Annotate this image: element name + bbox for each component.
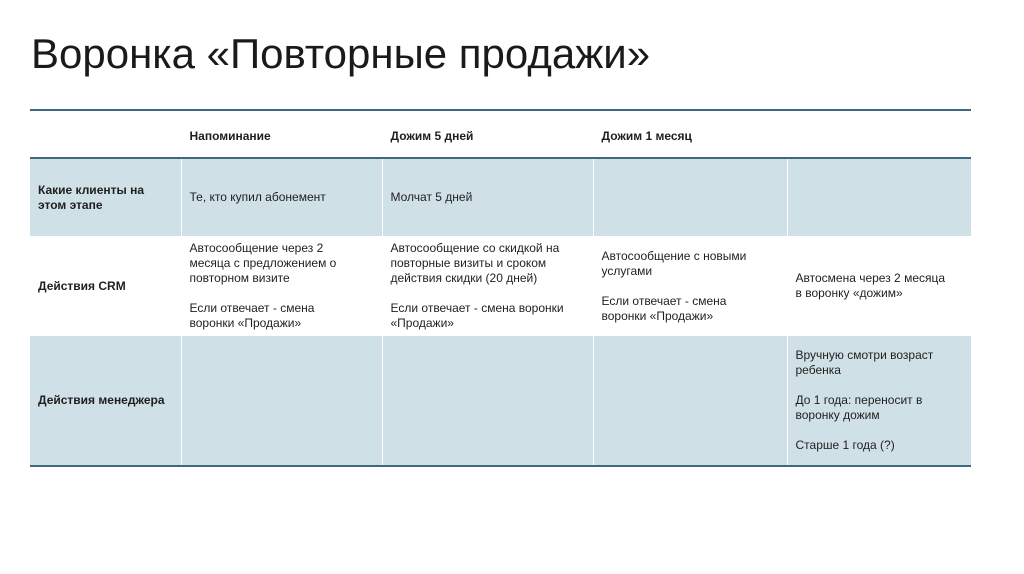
column-header-auto-switch	[787, 110, 971, 158]
cell-text: Те, кто купил абонемент	[189, 190, 326, 204]
table-cell	[181, 336, 382, 466]
row-label-manager-actions	[30, 336, 181, 466]
table-cell	[181, 158, 382, 236]
table-cell	[593, 158, 787, 236]
column-header-push-5-days: Дожим 5 дней	[382, 110, 593, 158]
cell-text: Автосообщение со скидкой на повторные визиты и сроком действия скидки (20 дней) Если отвечает - смена воронки «Продажи»	[390, 241, 564, 330]
row-label-text: Действия CRM	[38, 278, 126, 293]
column-header-empty	[30, 110, 181, 158]
page-title: Воронка «Повторные продажи»	[31, 30, 651, 77]
cell-text: Автосообщение через 2 месяца с предложением о повторном визите Если отвечает - смена воронки «Продажи»	[189, 241, 337, 330]
table-header-row	[30, 110, 971, 158]
column-header-push-1-month: Дожим 1 месяц	[593, 110, 787, 158]
table-cell	[787, 336, 971, 466]
table-cell	[382, 336, 593, 466]
table-cell	[787, 158, 971, 236]
table-cell	[593, 236, 787, 336]
cell-text: Автосмена через 2 месяца в воронку «дожим»	[795, 271, 946, 300]
cell-text: Автосообщение с новыми услугами Если отвечает - смена воронки «Продажи»	[601, 248, 747, 323]
row-label-clients	[30, 158, 181, 236]
cell-text: Вручную смотри возраст ребенка До 1 года: переносит в воронку дожим Старше 1 года (?)	[795, 348, 934, 452]
row-label-text: Какие клиенты на этом этапе	[38, 182, 144, 212]
table-cell	[382, 158, 593, 236]
table-cell	[382, 236, 593, 336]
row-label-crm-actions	[30, 236, 181, 336]
row-label-text: Действия менеджера	[38, 393, 165, 407]
column-header-reminder: Напоминание	[181, 110, 382, 158]
table-row	[30, 158, 971, 236]
table-cell	[787, 236, 971, 336]
table-cell	[593, 336, 787, 466]
funnel-table	[30, 109, 971, 467]
cell-text: Молчат 5 дней	[390, 190, 473, 204]
table-row	[30, 236, 971, 336]
table-row	[30, 336, 971, 466]
table-cell	[181, 236, 382, 336]
